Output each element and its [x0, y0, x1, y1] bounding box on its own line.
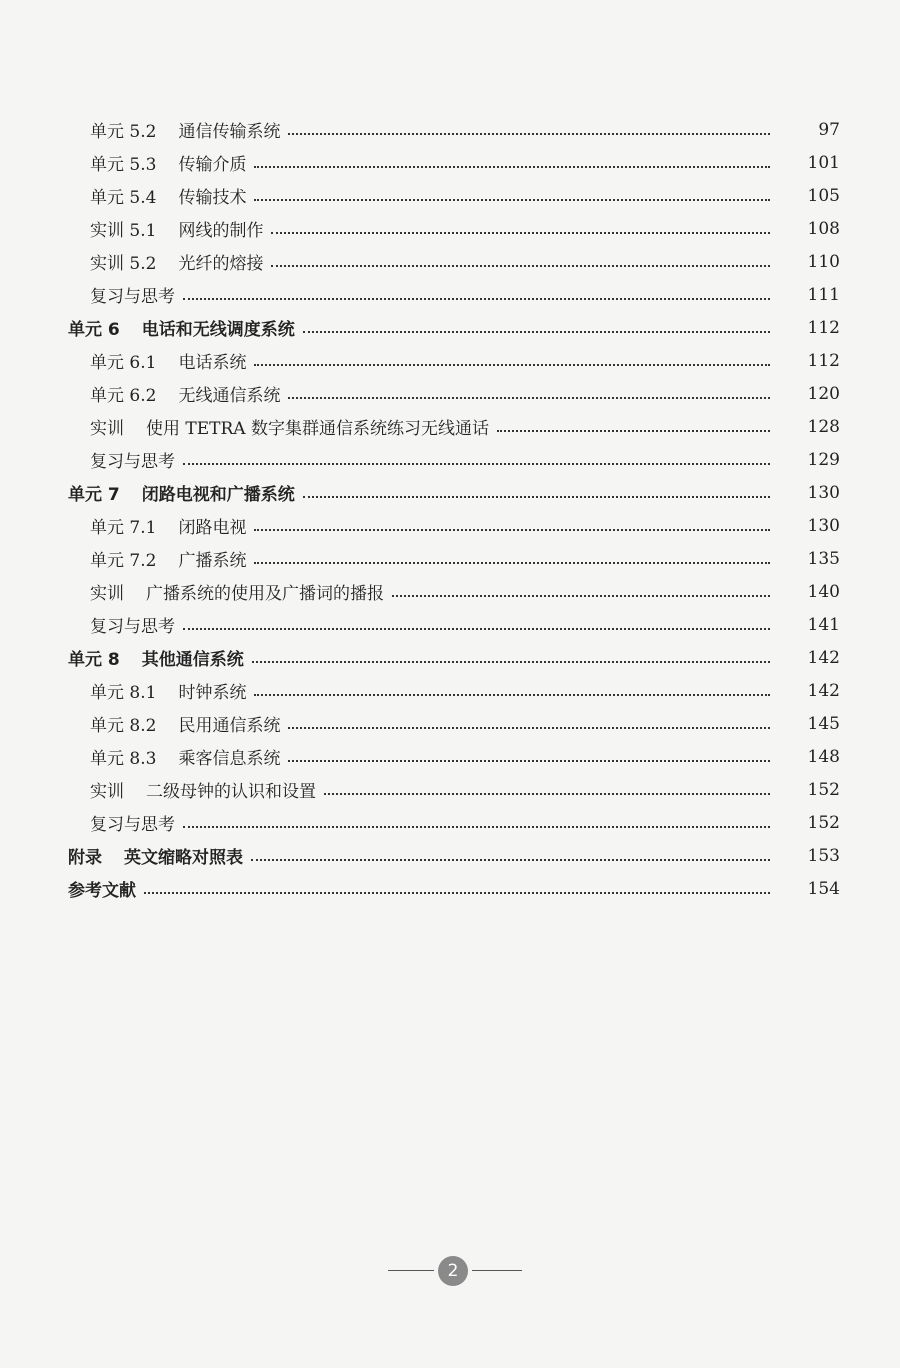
toc-sub-entry[interactable] [0, 443, 900, 476]
toc-entry-page: 130 [807, 515, 840, 536]
toc-sub-entry[interactable] [0, 146, 900, 179]
toc-entry-number: 实训 5.2 [90, 254, 157, 274]
toc-entry-page: 111 [807, 284, 840, 305]
toc-entry-number: 实训 [90, 782, 124, 802]
dot-leader [252, 661, 770, 663]
toc-sub-entry[interactable] [0, 707, 900, 740]
toc-entry-title: 乘客信息系统 [178, 749, 281, 769]
toc-entry-title: 闭路电视 [178, 518, 247, 538]
page-number-badge: 2 [438, 1256, 468, 1286]
toc-entry-number: 单元 5.3 [90, 155, 157, 175]
toc-entry-title: 网线的制作 [178, 221, 264, 241]
toc-entry-page: 152 [807, 812, 840, 833]
dot-leader [497, 430, 770, 432]
toc-entry-title: 传输技术 [178, 188, 247, 208]
toc-sub-entry[interactable] [0, 773, 900, 806]
toc-entry-title: 无线通信系统 [178, 386, 281, 406]
toc-unit-entry[interactable] [0, 872, 900, 905]
toc-entry-number: 单元 6 [68, 320, 120, 340]
toc-sub-entry[interactable] [0, 674, 900, 707]
dot-leader [303, 496, 770, 498]
toc-sub-entry[interactable] [0, 740, 900, 773]
toc-entry-title: 民用通信系统 [178, 716, 281, 736]
toc-unit-entry[interactable] [0, 311, 900, 344]
toc-entry-title: 光纤的熔接 [178, 254, 264, 274]
toc-entry-number: 单元 7.1 [90, 518, 157, 538]
toc-entry-number: 单元 8 [68, 650, 120, 670]
dot-leader [254, 529, 770, 531]
toc-entry-title: 电话和无线调度系统 [141, 320, 295, 340]
toc-entry-page: 142 [807, 647, 840, 668]
toc-entry-page: 152 [807, 779, 840, 800]
toc-entry-page: 128 [807, 416, 840, 437]
toc-sub-entry[interactable] [0, 377, 900, 410]
footer-rule-right [472, 1270, 522, 1271]
footer-rule-left [388, 1270, 434, 1271]
dot-leader [254, 562, 770, 564]
toc-entry-page: 130 [807, 482, 840, 503]
toc-entry-page: 120 [807, 383, 840, 404]
dot-leader [144, 892, 770, 894]
toc-entry-title: 其他通信系统 [141, 650, 244, 670]
toc-entry-number: 单元 5.2 [90, 122, 157, 142]
toc-entry-number: 附录 [68, 848, 102, 868]
page-footer [0, 1256, 900, 1286]
dot-leader [288, 397, 770, 399]
toc-entry-page: 135 [807, 548, 840, 569]
toc-entry-title: 广播系统 [178, 551, 247, 571]
toc-entry-title: 闭路电视和广播系统 [141, 485, 295, 505]
toc-entry-page: 153 [807, 845, 840, 866]
toc-sub-entry[interactable] [0, 410, 900, 443]
toc-entry-title: 传输介质 [178, 155, 247, 175]
dot-leader [324, 793, 770, 795]
dot-leader [183, 463, 770, 465]
toc-entry-page: 105 [807, 185, 840, 206]
toc-entry-title: 复习与思考 [90, 452, 175, 472]
toc-entry-title: 广播系统的使用及广播词的播报 [146, 584, 384, 604]
toc-unit-entry[interactable] [0, 641, 900, 674]
toc-sub-entry[interactable] [0, 245, 900, 278]
toc-entry-number: 单元 8.2 [90, 716, 157, 736]
toc-sub-entry[interactable] [0, 806, 900, 839]
dot-leader [271, 232, 770, 234]
toc-entry-number: 单元 8.1 [90, 683, 157, 703]
toc-entry-page: 129 [807, 449, 840, 470]
dot-leader [288, 727, 770, 729]
toc-entry-page: 141 [807, 614, 840, 635]
toc-entry-number: 实训 [90, 419, 124, 439]
toc-entry-number: 单元 5.4 [90, 188, 157, 208]
toc-entry-number: 单元 7 [68, 485, 120, 505]
toc-entry-number: 单元 8.3 [90, 749, 157, 769]
toc-entry-title: 二级母钟的认识和设置 [146, 782, 316, 802]
dot-leader [271, 265, 770, 267]
dot-leader [183, 628, 770, 630]
dot-leader [288, 133, 770, 135]
toc-entry-number: 实训 [90, 584, 124, 604]
toc-sub-entry[interactable] [0, 509, 900, 542]
toc-entry-number: 实训 5.1 [90, 221, 157, 241]
toc-entry-page: 154 [807, 878, 840, 899]
dot-leader [251, 859, 770, 861]
toc-entry-page: 108 [807, 218, 840, 239]
toc-entry-number: 单元 6.2 [90, 386, 157, 406]
toc-entry-page: 101 [807, 152, 840, 173]
dot-leader [254, 694, 770, 696]
toc-unit-entry[interactable] [0, 839, 900, 872]
dot-leader [183, 826, 770, 828]
dot-leader [183, 298, 770, 300]
toc-entry-title: 使用 TETRA 数字集群通信系统练习无线通话 [146, 419, 489, 439]
toc-entry-title: 英文缩略对照表 [124, 848, 243, 868]
toc-entry-page: 110 [807, 251, 840, 272]
toc-unit-entry[interactable] [0, 476, 900, 509]
toc-sub-entry[interactable] [0, 113, 900, 146]
toc-sub-entry[interactable] [0, 608, 900, 641]
toc-entry-title: 复习与思考 [90, 287, 175, 307]
toc-entry-page: 142 [807, 680, 840, 701]
toc-entry-page: 148 [807, 746, 840, 767]
dot-leader [254, 199, 770, 201]
toc-entry-page: 112 [807, 317, 840, 338]
toc-entry-title: 复习与思考 [90, 815, 175, 835]
toc-entry-title: 参考文献 [68, 881, 136, 901]
toc-entry-page: 145 [807, 713, 840, 734]
toc-entry-number: 单元 6.1 [90, 353, 157, 373]
toc-entry-number: 单元 7.2 [90, 551, 157, 571]
table-of-contents [0, 113, 900, 905]
toc-sub-entry[interactable] [0, 542, 900, 575]
toc-entry-title: 通信传输系统 [178, 122, 281, 142]
toc-entry-page: 97 [818, 119, 840, 140]
toc-sub-entry[interactable] [0, 575, 900, 608]
toc-entry-page: 112 [807, 350, 840, 371]
dot-leader [254, 364, 770, 366]
dot-leader [392, 595, 770, 597]
dot-leader [254, 166, 770, 168]
toc-entry-title: 电话系统 [178, 353, 247, 373]
toc-sub-entry[interactable] [0, 278, 900, 311]
dot-leader [288, 760, 770, 762]
toc-entry-title: 复习与思考 [90, 617, 175, 637]
toc-entry-title: 时钟系统 [178, 683, 247, 703]
toc-sub-entry[interactable] [0, 212, 900, 245]
toc-sub-entry[interactable] [0, 179, 900, 212]
toc-sub-entry[interactable] [0, 344, 900, 377]
toc-entry-page: 140 [807, 581, 840, 602]
dot-leader [303, 331, 770, 333]
